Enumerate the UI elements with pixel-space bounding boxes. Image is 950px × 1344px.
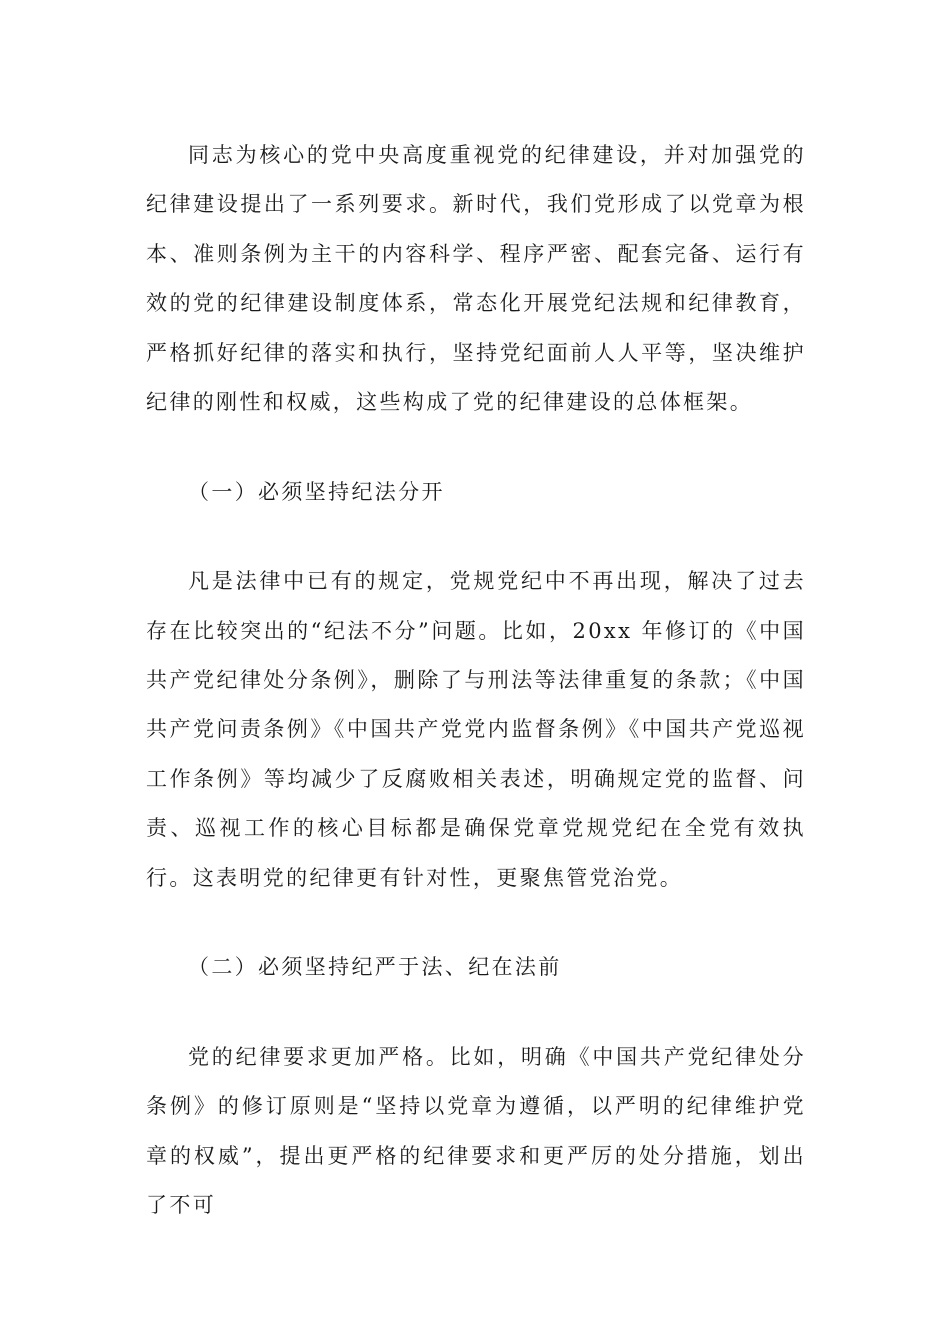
paragraph-gap — [146, 903, 806, 943]
body-paragraph-section-1: 凡是法律中已有的规定，党规党纪中不再出现，解决了过去存在比较突出的“纪法不分”问题。比如，20xx 年修订的《中国共产党纪律处分条例》，删除了与刑法等法律重复的条款；《中国共产党问责条例》《中国共产党党内监督条例》《中国共产党巡视工作条例》等均减少了反腐败相关表述，明确规定党的监督、问责、巡视工作的核心目标都是确保党章党规党纪在全党有效执行。这表明党的纪律更有针对性，更聚焦管党治党。 — [146, 569, 806, 890]
body-paragraph-intro: 同志为核心的党中央高度重视党的纪律建设，并对加强党的纪律建设提出了一系列要求。新时代，我们党形成了以党章为根本、准则条例为主干的内容科学、程序严密、配套完备、运行有效的党的纪律建设制度体系，常态化开展党纪法规和纪律教育，严格抓好纪律的落实和执行，坚持党纪面前人人平等，坚决维护纪律的刚性和权威，这些构成了党的纪律建设的总体框架。 — [146, 143, 806, 415]
paragraph-gap — [146, 427, 806, 467]
document-page — [146, 131, 806, 1230]
section-heading-2: （二）必须坚持纪严于法、纪在法前 — [188, 955, 562, 980]
body-paragraph-section-2: 党的纪律要求更加严格。比如，明确《中国共产党纪律处分条例》的修订原则是“坚持以党章为遵循，以严明的纪律维护党章的权威”，提出更严格的纪律要求和更严厉的处分措施，划出了不可 — [146, 1044, 806, 1218]
paragraph-gap — [146, 517, 806, 557]
section-heading-1: （一）必须坚持纪法分开 — [188, 479, 445, 504]
paragraph-gap — [146, 993, 806, 1033]
